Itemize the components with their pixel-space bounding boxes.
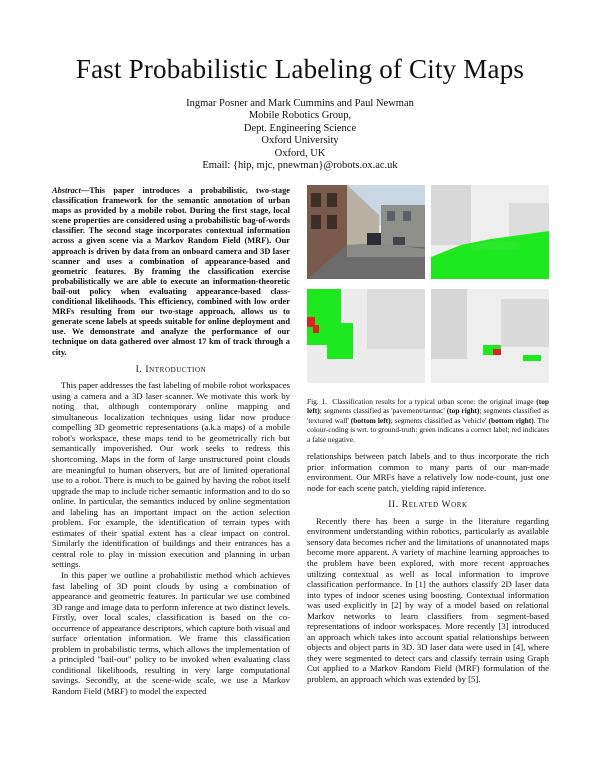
author-email: Email: {hip, mjc, pnewman}@robots.ox.ac.uk <box>202 160 398 172</box>
caption-part: ; segments classified as 'pavement/tarmac' <box>319 406 447 416</box>
author-location: Oxford, UK <box>274 147 326 159</box>
intro-continuation: relationships between patch labels and to thus incorporate the rich prior information common to many parts of our man-made environment. Our MRFs have a relatively low node-count, just one node for each scene patch, yielding rapid inference. <box>307 451 549 493</box>
right-column-text <box>307 451 549 684</box>
author-university: Oxford University <box>261 135 339 147</box>
paper-title: Fast Probabilistic Labeling of City Maps <box>75 54 525 84</box>
abstract <box>52 186 290 358</box>
introduction-heading: I. Introduction <box>135 364 207 375</box>
textured-wall-panel <box>307 289 425 383</box>
author-names: Ingmar Posner and Mark Cummins and Paul Newman <box>186 98 414 109</box>
figure-1 <box>307 185 549 385</box>
caption-part: (top left) <box>307 397 549 416</box>
related-work-paragraph: Recently there has been a surge in the literature regarding environment understanding within robotics, particularly as available sensory data becomes richer and the limitations of unannotated maps become more apparent. A variety of machine learning approaches to the problem have been explored, with more recent approaches utilizing contextual as well as local information to improve classification performance. In [1] the authors classify 2D laser data into types of indoor scenes using boosting. Contextual information was used explicitly in [2] by way of a model based on relational Markov networks to learn classifiers from segment-based representations of indoor workspaces. More recently [3] introduced an approach which takes into account spatial relationships between objects and object parts in 3D. 3D laser data were used in [4], where they were segmented to detect cars and classify terrain using Graph Cut applied to a Markov Random Field (MRF) formulation of the problem, an approach which was extended by [5]. <box>307 515 549 684</box>
abstract-text: —This paper introduces a probabilistic, two-stage classification framework for the semantic annotation of urban maps as provided by a mobile robot. During the first stage, local scene properties are considered using a probabilistic bag-of-words classifier. The second stage incorporates contextual information across a given scene via a Markov Random Field (MRF). Our approach is driven by data from an onboard camera and 3D laser scanner and uses a combination of appearance-based and geometric features. By framing the classification exercise probabilistically we are able to execute an information-theoretic bail-out policy when evaluating appearance-based class-conditional likelihoods. This efficiency, combined with low order MRFs resulting from our two-stage approach, allows us to generate scene labels at speeds suitable for online deployment and use. We demonstrate and analyze the performance of our technique on data gathered over almost 17 km of track through a city. <box>52 186 290 357</box>
author-group: Mobile Robotics Group, <box>248 110 352 122</box>
left-column <box>52 186 290 697</box>
intro-paragraph-2: In this paper we outline a probabilistic method which achieves fast labeling of 3D point clouds by using a combination of appearance and geometric features. In particular we use combined 3D range and image data to perform inference at two distinct levels. Firstly, over local scales, classification is based on the co-occurrence of appearance descriptors, which capture both visual and surface orientation information. We frame this classification problem in probabilistic terms, which allows the implementation of a principled "bail-out" policy to be invoked when evaluating class conditional likelihoods, resulting in very large computational savings. Secondly, at the scene-wide scale, we use a Markov Random Field (MRF) to model the expected <box>52 569 290 696</box>
related-work-heading: II. Related Work <box>388 500 468 511</box>
intro-paragraph-1: This paper addresses the fast labeling of mobile robot workspaces using a camera and a 3D laser scanner. We motivate this work by noting that, although contemporary online mapping and simultaneous localization techniques using lidar now produce compelling 3D geometric representations (a.k.a maps) of a mobile robot's workspace, these maps tend to be geometrically rich but semantically impoverished. Our work seeks to redress this shortcoming. Maps in the form of large unstructured point clouds are meaningful to human observers, but are of limited operational use to a robot. There is much to be gained by having the robot itself upgrade the map to include richer semantic information and to do so online. In particular, the semantics induced by online segmentation and labeling has an important impact on the action selection problem. For example, the identification of terrain types with estimates of their spatial extent has a clear impact on control. Similarly the identification of buildings and their entrances has a central role to play in mission execution and planning in urban settings. <box>52 380 290 570</box>
vehicle-panel <box>431 289 549 383</box>
abstract-label: Abstract <box>52 186 81 195</box>
caption-part: Classification results for a typical urban scene: the original image <box>332 397 537 406</box>
caption-part: ; segments classified as 'vehicle' <box>390 415 489 425</box>
author-block <box>0 98 600 172</box>
author-dept: Dept. Engineering Science <box>243 122 357 134</box>
caption-part: . The colour-coding is wrt. to ground-truth: green indicates a correct label; red indicates a false negative. <box>307 415 550 444</box>
caption-part: (top right) <box>446 406 480 416</box>
original-image-panel <box>307 185 425 279</box>
pavement-tarmac-panel <box>431 185 549 279</box>
right-column <box>307 185 549 685</box>
caption-part: (bottom left) <box>350 415 391 425</box>
caption-part: ; segments classified as 'textured wall' <box>307 406 550 425</box>
caption-part: (bottom right) <box>488 415 534 425</box>
figure-caption <box>307 397 549 444</box>
caption-prefix: Fig. 1. <box>307 397 327 406</box>
